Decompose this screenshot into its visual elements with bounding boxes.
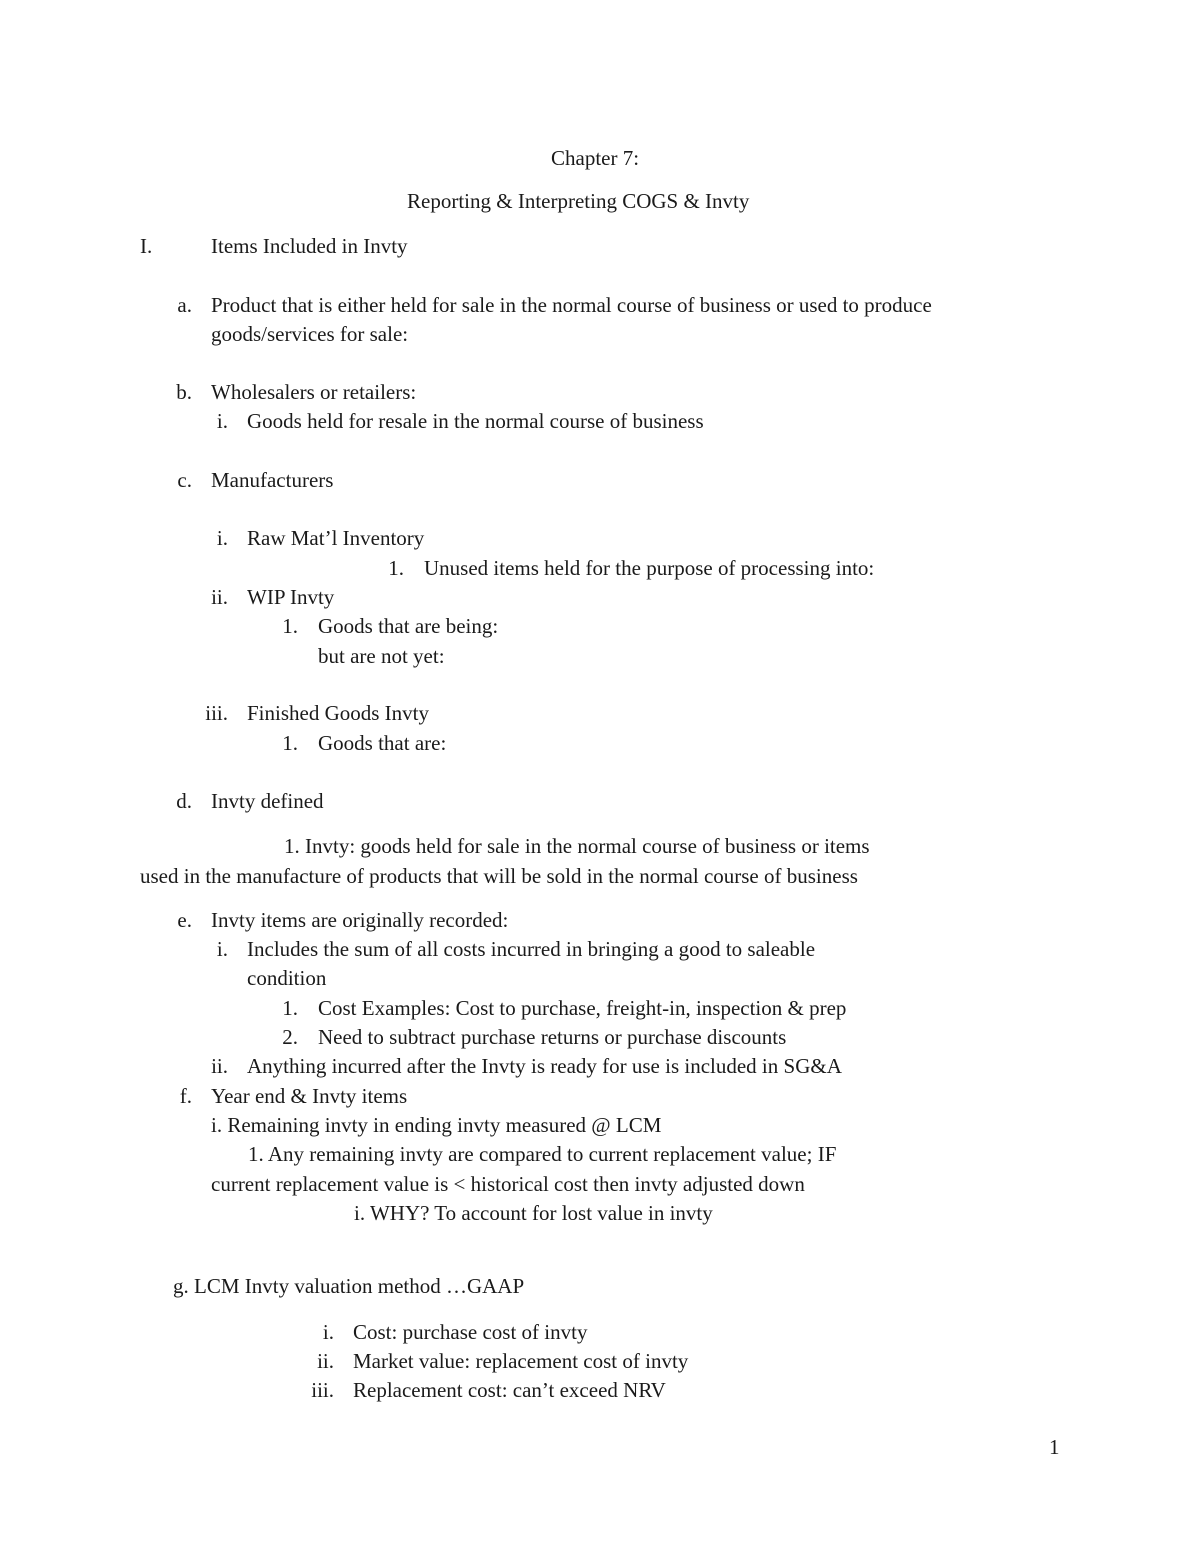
list-item-text: WIP Invty [247,585,335,609]
list-item-text: Replacement cost: can’t exceed NRV [353,1378,666,1402]
list-item-text: Wholesalers or retailers: [211,380,417,404]
list-marker: i. [216,526,228,550]
list-marker: ii. [211,585,228,609]
list-item-text: Raw Mat’l Inventory [247,526,425,550]
list-item-text: Goods that are being: [318,614,499,638]
list-item-text: i. Remaining invty in ending invty measured @ LCM [211,1113,662,1137]
list-item-text: g. LCM Invty valuation method …GAAP [173,1274,525,1298]
list-item-text: Unused items held for the purpose of processing into: [424,556,875,580]
list-marker: 1. [282,996,298,1020]
list-item-text: Manufacturers [211,468,334,492]
list-marker: iii. [311,1378,334,1402]
list-item-text: Market value: replacement cost of invty [353,1349,689,1373]
list-item-text: Finished Goods Invty [247,701,430,725]
list-item-text: Anything incurred after the Invty is ready for use is included in SG&A [247,1054,842,1078]
list-marker: 1. [282,614,298,638]
list-item-text: i. WHY? To account for lost value in invty [354,1201,713,1225]
list-item-text: condition [247,966,327,990]
list-item-text: Cost: purchase cost of invty [353,1320,588,1344]
section-number: I. [140,234,153,258]
list-item-text: but are not yet: [318,644,445,668]
definition-text: 1. Invty: goods held for sale in the normal course of business or items [284,834,870,858]
list-item-text: Need to subtract purchase returns or purchase discounts [318,1025,787,1049]
list-marker: 2. [282,1025,298,1049]
page-title: Chapter 7: [551,146,640,170]
list-marker: i. [216,937,228,961]
list-item-text: current replacement value is < historical cost then invty adjusted down [211,1172,805,1196]
list-marker: c. [177,468,192,492]
list-item-text: Year end & Invty items [211,1084,408,1108]
list-item-text: Product that is either held for sale in the normal course of business or used to produce [211,293,932,317]
list-marker: i. [322,1320,334,1344]
list-marker: 1. [282,731,298,755]
list-marker: a. [177,293,192,317]
list-marker: f. [179,1084,192,1108]
list-marker: 1. [388,556,404,580]
list-item-text: Invty defined [211,789,324,813]
list-marker: iii. [205,701,228,725]
list-marker: ii. [317,1349,334,1373]
list-marker: d. [176,789,192,813]
list-marker: i. [216,409,228,433]
page-number: 1 [1049,1435,1060,1459]
list-item-text: Cost Examples: Cost to purchase, freight-in, inspection & prep [318,996,847,1020]
list-item-text: goods/services for sale: [211,322,409,346]
list-item-text: Invty items are originally recorded: [211,908,509,932]
definition-text: used in the manufacture of products that will be sold in the normal course of business [140,864,858,888]
list-marker: e. [177,908,192,932]
list-marker: ii. [211,1054,228,1078]
page-subtitle: Reporting & Interpreting COGS & Invty [407,189,750,213]
list-item-text: Goods that are: [318,731,447,755]
section-heading: Items Included in Invty [211,234,408,258]
list-marker: b. [176,380,192,404]
list-item-text: 1. Any remaining invty are compared to current replacement value; IF [248,1142,837,1166]
list-item-text: Includes the sum of all costs incurred in bringing a good to saleable [247,937,816,961]
list-item-text: Goods held for resale in the normal course of business [247,409,704,433]
